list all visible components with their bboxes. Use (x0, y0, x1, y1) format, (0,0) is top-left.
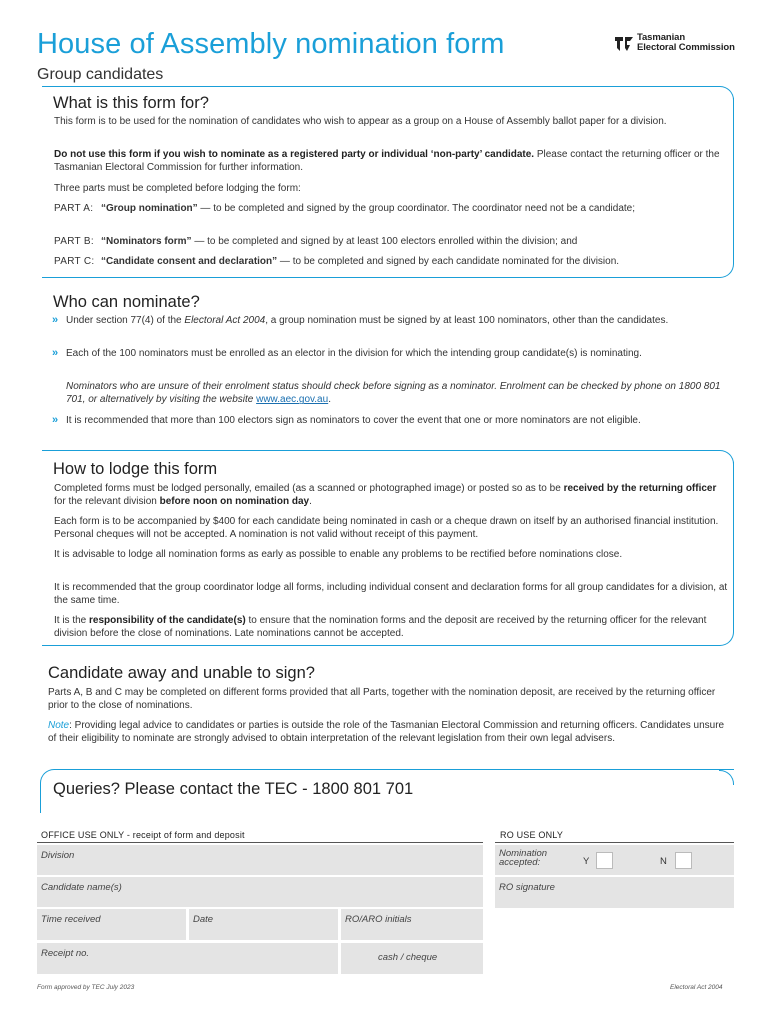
receipt-no-field[interactable]: Receipt no. (37, 943, 338, 974)
lodge-p1: Completed forms must be lodged personally, emailed (as a scanned or photographed image) or posted so as to be received by the returning officer for the relevant division before noon on nomination day. (54, 483, 717, 508)
part-b-label: PART B: (54, 236, 94, 247)
queries-text: Queries? Please contact the TEC - 1800 801 701 (53, 780, 414, 798)
part-b-text: “Nominators form” — to be completed and signed by at least 100 electors enrolled within the division; and (101, 236, 578, 247)
who-heading: Who can nominate? (53, 293, 200, 311)
bullet-icon: » (52, 314, 59, 326)
ro-aro-initials-field[interactable]: RO/ARO initials (341, 909, 483, 940)
no-label: N (660, 856, 667, 867)
who-b1: Under section 77(4) of the Electoral Act 2004, a group nomination must be signed by at least 100 nominators, other than the candidates. (66, 315, 669, 326)
time-received-field[interactable]: Time received (37, 909, 186, 940)
lodge-p4: It is recommended that the group coordinator lodge all forms, including individual consent and declaration forms for all group candidates for a division, at the same time. (54, 582, 728, 607)
part-c-label: PART C: (54, 256, 95, 267)
cash-cheque-label: cash / cheque (378, 952, 438, 963)
ro-use-heading: RO USE ONLY (500, 830, 564, 840)
away-heading: Candidate away and unable to sign? (48, 664, 315, 682)
what-p2-bold: Do not use this form if you wish to nominate as a registered party or individual ‘non-party’ candidate. (54, 149, 535, 160)
logo-line1: Tasmanian (637, 32, 686, 43)
page-subtitle: Group candidates (37, 66, 164, 83)
what-heading: What is this form for? (53, 94, 209, 112)
division-field[interactable]: Division (37, 845, 483, 875)
part-a-text: “Group nomination” — to be completed and signed by the group coordinator. The coordinator need not be a candidate; (101, 203, 635, 214)
who-b3: It is recommended that more than 100 electors sign as nominators to cover the event that one or more nominators are not eligible. (66, 415, 641, 426)
part-a-label: PART A: (54, 203, 94, 214)
away-p1: Parts A, B and C may be completed on different forms provided that all Parts, together with the nomination deposit, are received by the returning officer prior to the close of nominations. (48, 687, 716, 712)
no-checkbox[interactable] (675, 852, 692, 869)
part-c-text: “Candidate consent and declaration” — to be completed and signed by each candidate nominated for the division. (101, 256, 620, 267)
who-note: Nominators who are unsure of their enrolment status should check before signing as a nominator. Enrolment can be checked by phone on 1800 801 701, or alternatively by visiting the website www.aec.gov.au. (66, 381, 721, 406)
lodge-p5: It is the responsibility of the candidate(s) to ensure that the nomination forms and the deposit are received by the returning officer for the relevant division before the close of nominations. Late nominations cannot be accepted. (54, 615, 707, 640)
tec-logo (614, 33, 739, 55)
nomination-accepted-field: Nomination accepted: (495, 845, 734, 875)
yes-checkbox[interactable] (596, 852, 613, 869)
bullet-icon: » (52, 347, 59, 359)
what-p2 (54, 148, 730, 175)
lodge-p3: It is advisable to lodge all nomination forms as early as possible to enable any problems to be rectified before nominations close. (54, 549, 623, 560)
page-title: House of Assembly nomination form (37, 28, 505, 60)
ro-use-rule (495, 842, 734, 843)
aec-link[interactable]: www.aec.gov.au (256, 394, 329, 406)
what-p3: Three parts must be completed before lodging the form: (54, 183, 301, 194)
yes-label: Y (583, 856, 590, 867)
footer-approval: Form approved by TEC July 2023 (37, 984, 135, 991)
date-field[interactable]: Date (189, 909, 338, 940)
logo-line2: Electoral Commission (637, 42, 735, 53)
lodge-heading: How to lodge this form (53, 460, 218, 478)
office-use-rule (37, 842, 483, 843)
footer-act: Electoral Act 2004 (670, 984, 723, 991)
office-use-heading: OFFICE USE ONLY - receipt of form and deposit (41, 830, 245, 840)
tec-logo-icon (614, 35, 634, 53)
away-note: Note: Providing legal advice to candidates or parties is outside the role of the Tasmanian Electoral Commission and returning officers. Candidates unsure of their eligibility to nominate are strongly advised to obtain interpretation of the relevant legislation from their own legal advisers. (48, 720, 725, 745)
who-b2: Each of the 100 nominators must be enrolled as an elector in the division for which the intending group candidate(s) is nominating. (66, 348, 642, 359)
ro-signature-field[interactable]: RO signature (495, 877, 734, 908)
candidate-names-field[interactable]: Candidate name(s) (37, 877, 483, 907)
what-p1: This form is to be used for the nomination of candidates who wish to appear as a group on a House of Assembly ballot paper for a division. (54, 116, 667, 127)
lodge-p2: Each form is to be accompanied by $400 for each candidate being nominated in cash or a cheque drawn on itself by an authorised financial institution. Personal cheques will not be accepted. A nomination is not valid without receipt of this payment. (54, 516, 719, 541)
bullet-icon: » (52, 414, 59, 426)
what-p2-rest: Please contact the returning officer or the Tasmanian Electoral Commission for further information. (54, 149, 720, 174)
